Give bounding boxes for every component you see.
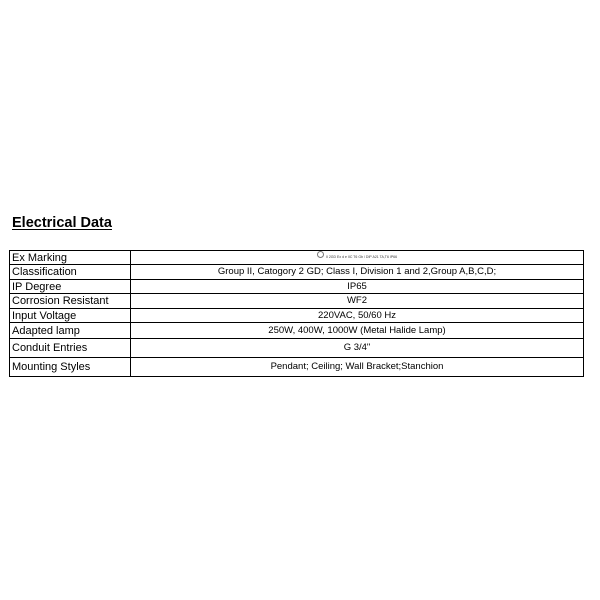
row-value: Pendant; Ceiling; Wall Bracket;Stanchion bbox=[131, 358, 584, 377]
table-row-input-voltage bbox=[10, 309, 584, 323]
table-row-mounting-styles bbox=[10, 358, 584, 377]
row-label: Adapted lamp bbox=[10, 323, 131, 339]
row-label: Classification bbox=[10, 265, 131, 280]
row-value: Group II, Catogory 2 GD; Class I, Division 1 and 2,Group A,B,C,D; bbox=[131, 265, 584, 280]
row-value: 250W, 400W, 1000W (Metal Halide Lamp) bbox=[131, 323, 584, 339]
ex-hexagon-icon bbox=[317, 251, 324, 258]
row-value: IP65 bbox=[131, 280, 584, 294]
row-label: Conduit Entries bbox=[10, 339, 131, 358]
row-value bbox=[131, 251, 584, 265]
section-title: Electrical Data bbox=[12, 215, 112, 231]
row-value: G 3/4" bbox=[131, 339, 584, 358]
row-label: Ex Marking bbox=[10, 251, 131, 265]
table-row-ex-marking bbox=[10, 251, 584, 265]
table-row-adapted-lamp bbox=[10, 323, 584, 339]
table-row-ip-degree bbox=[10, 280, 584, 294]
table-row-classification bbox=[10, 265, 584, 280]
row-label: Mounting Styles bbox=[10, 358, 131, 377]
row-label: IP Degree bbox=[10, 280, 131, 294]
table-row-corrosion-resistant bbox=[10, 294, 584, 309]
row-value: 220VAC, 50/60 Hz bbox=[131, 309, 584, 323]
row-label: Corrosion Resistant bbox=[10, 294, 131, 309]
table-row-conduit-entries bbox=[10, 339, 584, 358]
electrical-data-table bbox=[9, 250, 584, 377]
row-value: WF2 bbox=[131, 294, 584, 309]
row-label: Input Voltage bbox=[10, 309, 131, 323]
ex-marking-text: II 2GD Ex d e IIC T6 Gb / DIP A21 TA,T6 IP66 bbox=[325, 254, 398, 259]
